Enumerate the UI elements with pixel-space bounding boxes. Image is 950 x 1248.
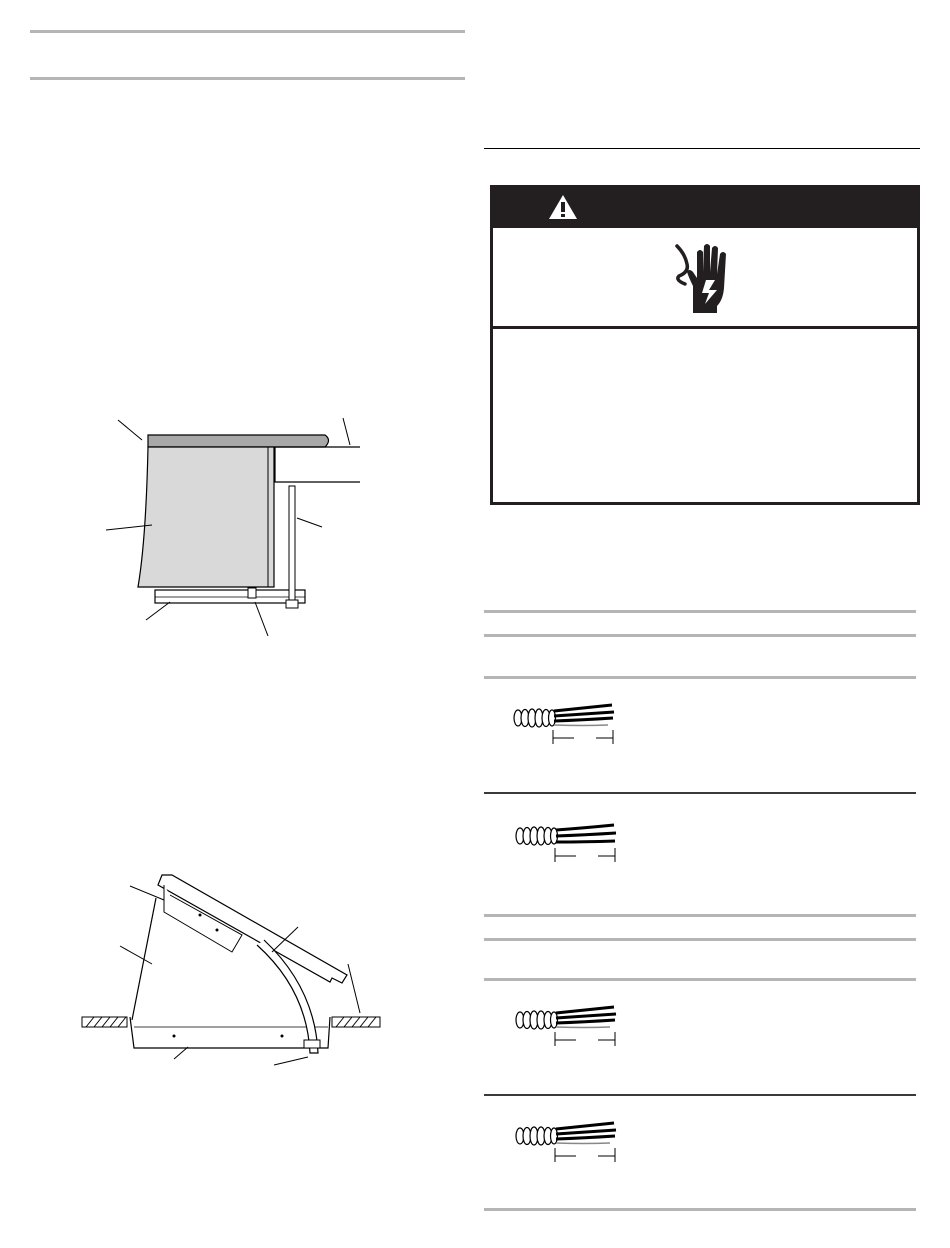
warning-divider: [493, 326, 917, 329]
warning-triangle-icon: [548, 194, 578, 220]
table-rule-4: [484, 792, 916, 794]
cutout-box: [130, 1017, 330, 1048]
right-section-rule: [484, 148, 920, 149]
support-rod: [289, 486, 295, 602]
left-second-rule: [30, 77, 465, 80]
warning-header-bar: [493, 188, 917, 228]
countertop-slab: [148, 435, 329, 447]
cabinet-panel: [138, 447, 274, 587]
cooktop-side-view-figure: [100, 410, 460, 660]
table-rule-3: [484, 676, 916, 679]
table-rule-1: [484, 610, 916, 613]
stripped-cable-icon: [514, 1002, 624, 1052]
stripped-cable-icon: [514, 1118, 624, 1168]
table-rule-5: [484, 914, 916, 917]
table-rule-8: [484, 1094, 916, 1096]
stripped-cable-icon: [514, 818, 624, 868]
table-rule-2: [484, 634, 916, 637]
countertop-ledge: [275, 447, 360, 482]
warning-box: [490, 185, 920, 505]
left-top-rule: [30, 30, 465, 33]
tilted-cooktop: [158, 875, 347, 983]
electrical-shock-hand-icon: [665, 238, 745, 318]
table-rule-9: [484, 1208, 916, 1211]
table-rule-6: [484, 938, 916, 941]
stripped-cable-icon: [512, 700, 622, 750]
cooktop-tilt-figure: [82, 870, 402, 1080]
table-rule-7: [484, 978, 916, 981]
base-rail: [155, 590, 305, 603]
